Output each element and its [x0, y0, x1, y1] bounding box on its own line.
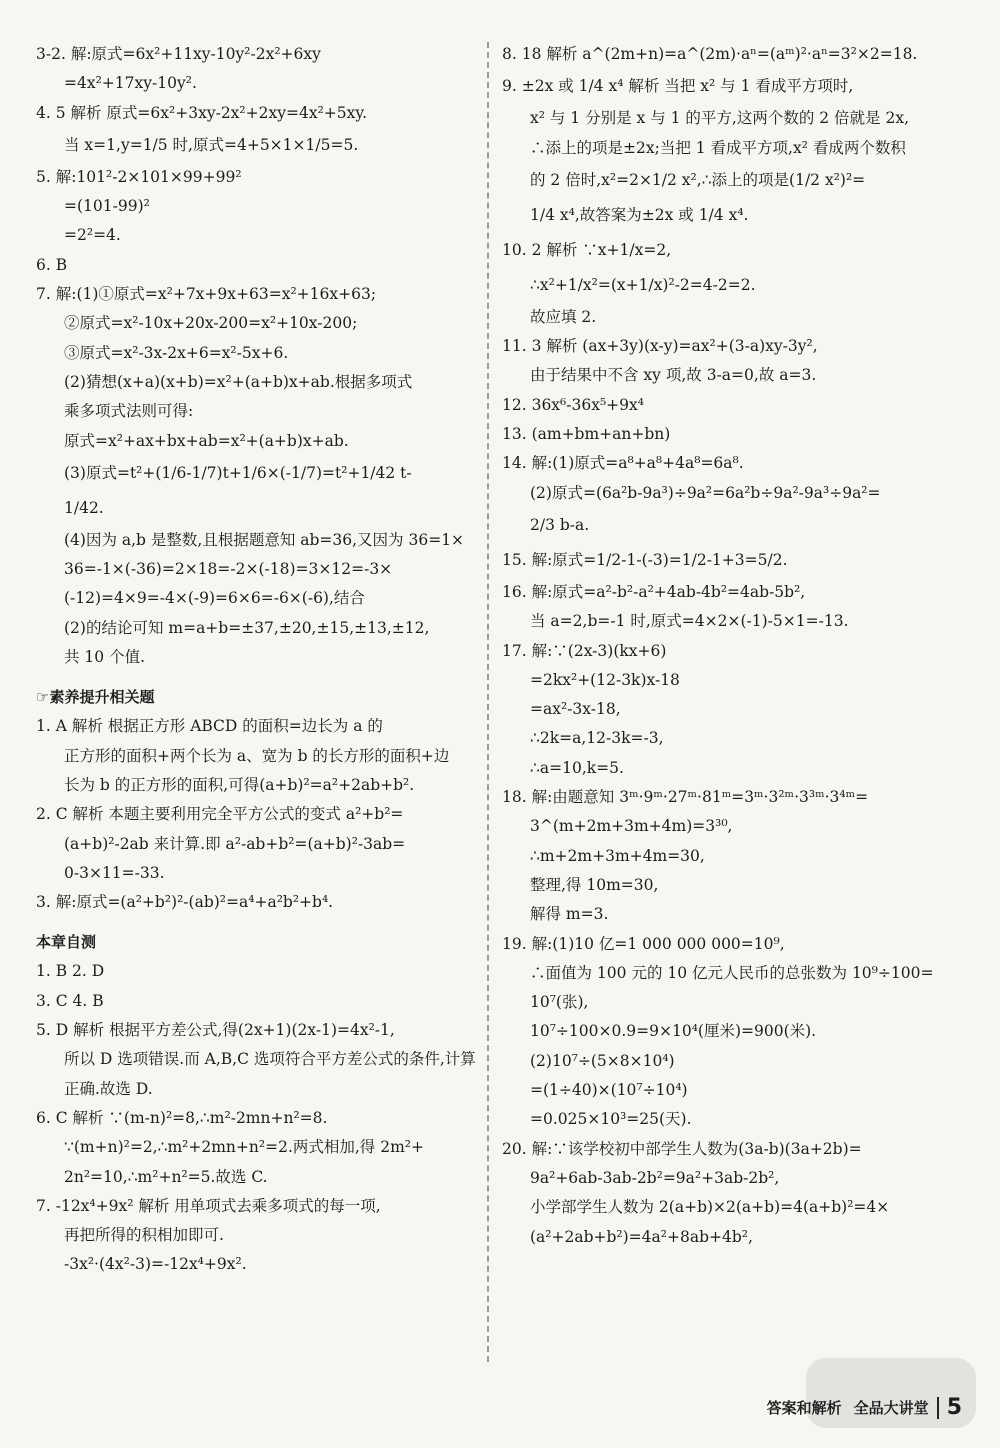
answer-line: 19. 解:(1)10 亿=1 000 000 000=10⁹, — [502, 934, 785, 953]
answer-line: 36=-1×(-36)=2×18=-2×(-18)=3×12=-3× — [64, 560, 393, 579]
answer-line: 当 x=1,y=1/5 时,原式=4+5×1×1/5=5. — [64, 135, 359, 154]
answer-line: 10⁷÷100×0.9=9×10⁴(厘米)=900(米). — [530, 1022, 817, 1041]
answer-line: 再把所得的积相加即可. — [64, 1226, 224, 1245]
answer-line: -3x²·(4x²-3)=-12x⁴+9x². — [64, 1255, 247, 1274]
answer-line: 9a²+6ab-3ab-2b²=9a²+3ab-2b², — [530, 1168, 780, 1187]
answer-line: ∵(m+n)²=2,∴m²+2mn+n²=2.两式相加,得 2m²+ — [64, 1138, 424, 1157]
answer-line: 10. 2 解析 ∵x+1/x=2, — [502, 240, 672, 259]
answer-line: ∴x²+1/x²=(x+1/x)²-2=4-2=2. — [530, 275, 756, 294]
answer-line: =2kx²+(12-3k)x-18 — [530, 670, 680, 689]
answer-line: 3. C 4. B — [36, 991, 104, 1010]
answer-line: 20. 解:∵该学校初中部学生人数为(3a-b)(3a+2b)= — [502, 1139, 862, 1158]
answer-line: 故应填 2. — [530, 307, 597, 326]
answer-line: 由于结果中不含 xy 项,故 3-a=0,故 a=3. — [530, 366, 817, 385]
answer-line: 7. -12x⁴+9x² 解析 用单项式去乘多项式的每一项, — [36, 1196, 381, 1215]
answer-line: =2²=4. — [64, 226, 121, 245]
answer-line: 共 10 个值. — [64, 648, 146, 667]
answer-line: 1. B 2. D — [36, 962, 105, 981]
answer-line: (2)猜想(x+a)(x+b)=x²+(a+b)x+ab.根据多项式 — [64, 372, 413, 391]
answer-line: 5. D 解析 根据平方差公式,得(2x+1)(2x-1)=4x²-1, — [36, 1021, 395, 1040]
answer-line: 18. 解:由题意知 3ᵐ·9ᵐ·27ᵐ·81ᵐ=3ᵐ·3²ᵐ·3³ᵐ·3⁴ᵐ= — [502, 788, 869, 807]
answer-line: 原式=x²+ax+bx+ab=x²+(a+b)x+ab. — [64, 431, 349, 450]
answer-line: 的 2 倍时,x²=2×1/2 x²,∴添上的项是(1/2 x²)²= — [530, 170, 866, 189]
answer-line: 13. (am+bm+an+bn) — [502, 425, 671, 444]
footer-label: 答案和解析 — [766, 1399, 842, 1417]
right-column — [502, 40, 948, 1252]
answer-line: 当 a=2,b=-1 时,原式=4×2×(-1)-5×1=-13. — [530, 612, 849, 631]
answer-line: 2/3 b-a. — [530, 515, 590, 534]
answer-line: 正确.故选 D. — [64, 1079, 153, 1098]
answer-line: =0.025×10³=25(天). — [530, 1110, 692, 1129]
answer-line: 3-2. 解:原式=6x²+11xy-10y²-2x²+6xy — [36, 45, 321, 63]
answer-line: 12. 36x⁶-36x⁵+9x⁴ — [502, 395, 644, 414]
answer-line: =(1÷40)×(10⁷÷10⁴) — [530, 1081, 688, 1100]
answer-line: 17. 解:∵(2x-3)(kx+6) — [502, 641, 667, 660]
answer-line: 11. 3 解析 (ax+3y)(x-y)=ax²+(3-a)xy-3y², — [502, 337, 818, 356]
answer-line: x² 与 1 分别是 x 与 1 的平方,这两个数的 2 倍就是 2x, — [530, 109, 910, 128]
answer-line: 14. 解:(1)原式=a⁸+a⁸+4a⁸=6a⁸. — [502, 454, 744, 473]
answer-line: 1/4 x⁴,故答案为±2x 或 1/4 x⁴. — [530, 205, 749, 224]
answer-line: 长为 b 的正方形的面积,可得(a+b)²=a²+2ab+b². — [64, 775, 415, 794]
answer-line: ②原式=x²-10x+20x-200=x²+10x-200; — [64, 314, 358, 333]
answer-line: (3)原式=t²+(1/6-1/7)t+1/6×(-1/7)=t²+1/42 t- — [64, 463, 412, 482]
answer-line: 10⁷(张), — [530, 993, 589, 1012]
answer-line: 整理,得 10m=30, — [530, 875, 659, 894]
page-footer — [767, 1395, 962, 1420]
answer-line: ∴添上的项是±2x;当把 1 看成平方项,x² 看成两个数积 — [530, 138, 906, 157]
answer-line: =ax²-3x-18, — [530, 700, 621, 719]
answer-line: 6. B — [36, 255, 68, 274]
answer-line: =4x²+17xy-10y². — [64, 74, 197, 93]
answer-line: (2)10⁷÷(5×8×10⁴) — [530, 1051, 675, 1070]
answer-line: ∴a=10,k=5. — [530, 758, 624, 777]
answer-line: 5. 解:101²-2×101×99+99² — [36, 167, 242, 186]
answer-line: 16. 解:原式=a²-b²-a²+4ab-4b²=4ab-5b², — [502, 582, 806, 601]
answer-line: ∴m+2m+3m+4m=30, — [530, 846, 705, 865]
answer-line: 9. ±2x 或 1/4 x⁴ 解析 当把 x² 与 1 看成平方项时, — [502, 77, 854, 96]
answer-line: 0-3×11=-33. — [64, 863, 165, 882]
section-title-test: 本章自测 — [36, 933, 97, 952]
answer-line: 小学部学生人数为 2(a+b)×2(a+b)=4(a+b)²=4× — [530, 1198, 890, 1217]
answer-line: 3. 解:原式=(a²+b²)²-(ab)²=a⁴+a²b²+b⁴. — [36, 893, 334, 912]
answer-line: 1/42. — [64, 498, 104, 517]
section-title-core: ☞素养提升相关题 — [36, 688, 155, 707]
page-number: 5 — [946, 1395, 962, 1420]
answer-line: ∴2k=a,12-3k=-3, — [530, 729, 664, 748]
answer-line: 2. C 解析 本题主要利用完全平方公式的变式 a²+b²= — [36, 805, 404, 824]
answer-line: 15. 解:原式=1/2-1-(-3)=1/2-1+3=5/2. — [502, 550, 788, 569]
footer-brand: 全品大讲堂 — [853, 1399, 929, 1417]
answer-line: ③原式=x²-3x-2x+6=x²-5x+6. — [64, 343, 289, 362]
answer-line: (2)原式=(6a²b-9a³)÷9a²=6a²b÷9a²-9a³÷9a²= — [530, 483, 881, 502]
answer-line: 4. 5 解析 原式=6x²+3xy-2x²+2xy=4x²+5xy. — [36, 103, 368, 122]
answer-line: 7. 解:(1)①原式=x²+7x+9x+63=x²+16x+63; — [36, 285, 377, 304]
answer-line: (-12)=4×9=-4×(-9)=6×6=-6×(-6),结合 — [64, 589, 365, 608]
answer-line: 3^(m+2m+3m+4m)=3³⁰, — [530, 817, 733, 836]
answer-line: ∴面值为 100 元的 10 亿元人民币的总张数为 10⁹÷100= — [530, 963, 934, 982]
answer-line: (2)的结论可知 m=a+b=±37,±20,±15,±13,±12, — [64, 618, 430, 637]
answer-line: 1. A 解析 根据正方形 ABCD 的面积=边长为 a 的 — [36, 717, 383, 736]
answer-line: 正方形的面积+两个长为 a、宽为 b 的长方形的面积+边 — [64, 746, 450, 765]
answer-line: 8. 18 解析 a^(2m+n)=a^(2m)·aⁿ=(aᵐ)²·aⁿ=3²×2=18. — [502, 45, 918, 63]
answer-line: 解得 m=3. — [530, 905, 609, 924]
answer-line: 所以 D 选项错误.而 A,B,C 选项符合平方差公式的条件,计算 — [64, 1050, 476, 1069]
column-divider — [487, 42, 489, 1362]
answer-line: 乘多项式法则可得: — [64, 402, 194, 421]
answer-line: 2n²=10,∴m²+n²=5.故选 C. — [64, 1167, 268, 1186]
answer-line: (4)因为 a,b 是整数,且根据题意知 ab=36,又因为 36=1× — [64, 530, 465, 549]
answer-line: =(101-99)² — [64, 197, 150, 216]
answer-line: (a²+2ab+b²)=4a²+8ab+4b², — [530, 1227, 753, 1246]
footer-separator — [937, 1397, 939, 1419]
answer-line: (a+b)²-2ab 来计算.即 a²-ab+b²=(a+b)²-3ab= — [64, 834, 406, 853]
left-column — [36, 40, 476, 1280]
answer-line: 6. C 解析 ∵(m-n)²=8,∴m²-2mn+n²=8. — [36, 1108, 328, 1127]
